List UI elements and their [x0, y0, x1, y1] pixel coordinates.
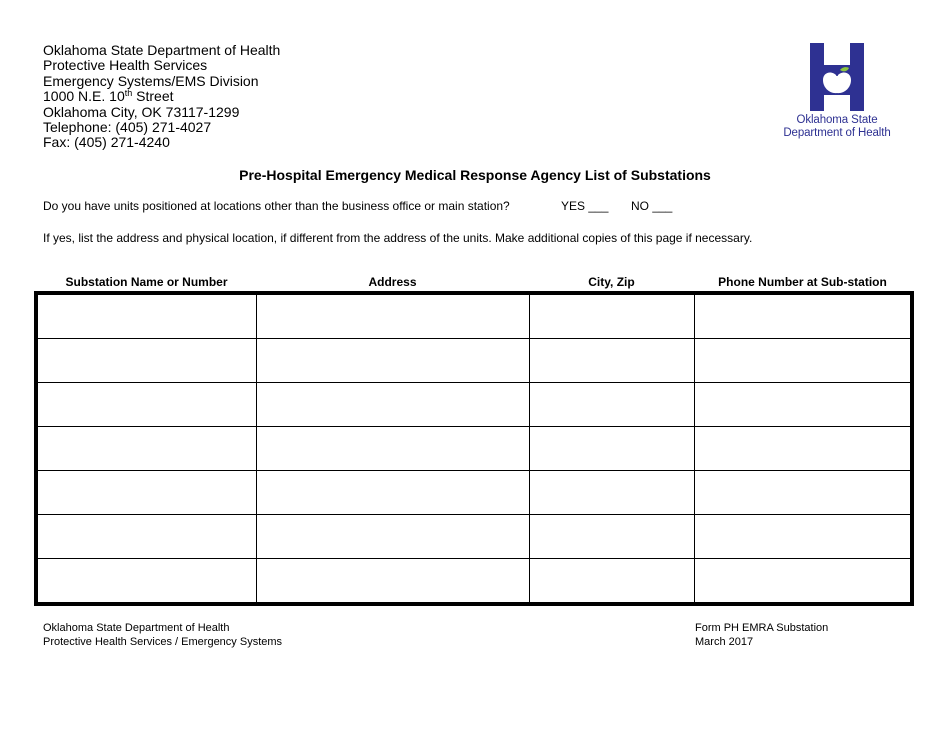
footer-left: [43, 621, 282, 649]
phone-cell[interactable]: [695, 515, 911, 559]
address-cell[interactable]: [257, 383, 530, 427]
substation-name-cell[interactable]: [38, 295, 257, 339]
column-header-substation: Substation Name or Number: [65, 275, 228, 289]
street-name: Street: [132, 88, 174, 105]
table-row: [38, 471, 911, 515]
fax: Fax: (405) 271-4240: [43, 134, 170, 151]
substation-name-cell[interactable]: [38, 383, 257, 427]
footer-right: [695, 621, 828, 649]
phone-cell[interactable]: [695, 383, 911, 427]
city-zip-cell[interactable]: [530, 471, 695, 515]
address-cell[interactable]: [257, 471, 530, 515]
column-header-phone: Phone Number at Sub-station: [718, 275, 887, 289]
form-date: March 2017: [695, 636, 754, 648]
form-number: Form PH EMRA Substation: [695, 622, 829, 634]
address-cell[interactable]: [257, 427, 530, 471]
logo-caption: [778, 114, 896, 140]
substation-name-cell[interactable]: [38, 471, 257, 515]
address-cell[interactable]: [257, 295, 530, 339]
phone-cell[interactable]: [695, 559, 911, 603]
city-zip-cell[interactable]: [530, 515, 695, 559]
column-header-city-zip: City, Zip: [588, 275, 635, 289]
city-zip-cell[interactable]: [530, 295, 695, 339]
street-number: 1000 N.E. 10: [43, 88, 125, 105]
city-zip-cell[interactable]: [530, 559, 695, 603]
city-zip-cell[interactable]: [530, 383, 695, 427]
osdh-logo: [778, 43, 898, 143]
substation-name-cell[interactable]: [38, 339, 257, 383]
city-zip-cell[interactable]: [530, 339, 695, 383]
subdivision-name: Emergency Systems/EMS Division: [43, 72, 259, 89]
no-answer-blank[interactable]: NO ___: [631, 199, 673, 213]
column-header-address: Address: [368, 275, 417, 289]
logo-line-2: Department of Health: [783, 127, 891, 139]
city-state-zip: Oklahoma City, OK 73117-1299: [43, 103, 240, 120]
address-cell[interactable]: [257, 339, 530, 383]
phone-cell[interactable]: [695, 471, 911, 515]
agency-name: Oklahoma State Department of Health: [43, 42, 281, 58]
yes-answer-blank[interactable]: YES ___: [561, 199, 609, 213]
phone-cell[interactable]: [695, 339, 911, 383]
table-row: [38, 383, 911, 427]
substation-table: [34, 291, 914, 606]
osdh-h-apple-icon: [810, 43, 864, 111]
table-row: [38, 295, 911, 339]
form-title: Pre-Hospital Emergency Medical Response Agency List of Substations: [239, 167, 711, 183]
address-cell[interactable]: [257, 515, 530, 559]
phone-cell[interactable]: [695, 295, 911, 339]
footer-division: Protective Health Services / Emergency Systems: [43, 636, 283, 648]
division-name: Protective Health Services: [43, 57, 208, 74]
table-row: [38, 339, 911, 383]
footer-agency: Oklahoma State Department of Health: [43, 622, 230, 634]
street-ordinal: th: [124, 88, 133, 99]
substation-name-cell[interactable]: [38, 515, 257, 559]
units-question: Do you have units positioned at locations other than the business office or main station?: [43, 199, 510, 213]
city-zip-cell[interactable]: [530, 427, 695, 471]
phone-cell[interactable]: [695, 427, 911, 471]
instruction-text: If yes, list the address and physical location, if different from the address of the units. Make additional copies of this page if necessary.: [43, 231, 753, 245]
telephone: Telephone: (405) 271-4027: [43, 119, 212, 136]
logo-line-1: Oklahoma State: [796, 114, 878, 126]
substation-name-cell[interactable]: [38, 427, 257, 471]
table-row: [38, 559, 911, 603]
street-address: [43, 89, 280, 104]
table-row: [38, 427, 911, 471]
address-cell[interactable]: [257, 559, 530, 603]
substation-name-cell[interactable]: [38, 559, 257, 603]
table-row: [38, 515, 911, 559]
agency-address-block: [43, 43, 280, 151]
